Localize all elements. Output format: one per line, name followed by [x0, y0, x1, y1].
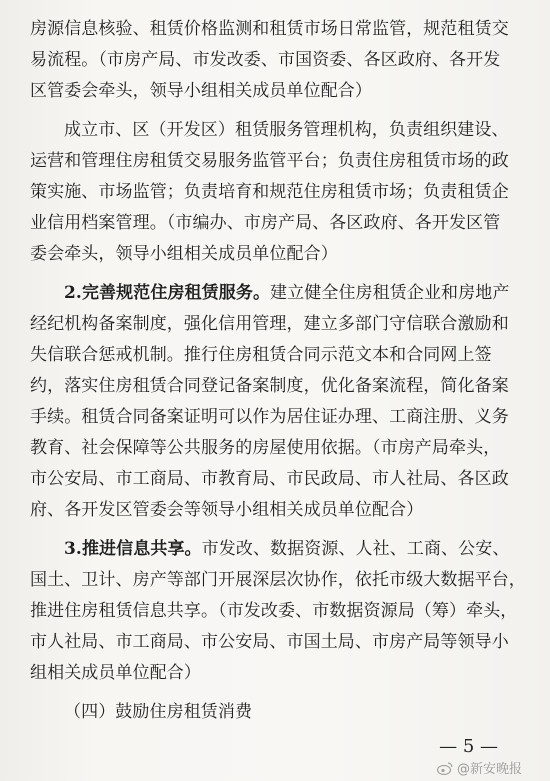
paragraph-start: 成立市、区（开发区）租赁服务管理机构，负责组织建设、	[64, 120, 509, 140]
page-number: — 5 —	[439, 736, 498, 757]
text-line: 国土、卫计、房产等部门开展深层次协作，依托市级大数据平台，	[30, 570, 526, 590]
section-2-heading: 2.完善规范住房租赁服务。	[64, 283, 271, 303]
section-3-text: 市发改、数据资源、人社、工商、公安、	[201, 539, 510, 559]
text-line: 业信用档案管理。（市编办、市房产局、各区政府、各开发区管	[30, 213, 501, 233]
text-line: 市人社局、市工商局、市公安局、市国土局、市房产局等领导小	[30, 632, 509, 652]
watermark	[437, 758, 522, 777]
page-footer	[0, 736, 550, 781]
text-line: 组相关成员单位配合）	[30, 663, 201, 683]
text-line: 教育、社会保障等公共服务的房屋使用依据。（市房产局牵头，	[30, 438, 501, 458]
text-line: 易流程。（市房产局、市发改委、市国资委、各区政府、各开发	[30, 50, 501, 70]
weibo-icon	[437, 761, 453, 775]
section-2-text: 建立健全住房租赁企业和房地产	[270, 283, 510, 303]
text-line: 手续。租赁合同备案证明可以作为居住证办理、工商注册、义务	[30, 407, 509, 427]
text-line: 市公安局、市工商局、市教育局、市民政局、市人社局、各区政	[30, 469, 509, 489]
text-line: 经纪机构备案制度，强化信用管理，建立多部门守信联合激励和	[30, 314, 509, 334]
text-line: 失信联合惩戒机制。推行住房租赁合同示范文本和合同网上签	[30, 345, 492, 365]
text-line: 约，落实住房租赁合同登记备案制度，优化备案流程，简化备案	[30, 376, 509, 396]
document-body	[30, 14, 530, 728]
section-3-heading: 3.推进信息共享。	[64, 539, 202, 559]
section-2-line	[30, 278, 530, 309]
text-line: 推进住房租赁信息共享。（市发改委、市数据资源局（筹）牵头，	[30, 601, 518, 621]
text-line: 运营和管理住房租赁交易服务监管平台；负责住房租赁市场的政	[30, 151, 509, 171]
text-line: 房源信息核验、租赁价格监测和租赁市场日常监管，规范租赁交	[30, 19, 509, 39]
text-line: 府、各开发区管委会等领导小组相关成员单位配合）	[30, 500, 424, 520]
section-3-line	[30, 534, 530, 565]
text-line: 委会牵头，领导小组相关成员单位配合）	[30, 244, 338, 264]
text-line: 区管委会牵头，领导小组相关成员单位配合）	[30, 81, 372, 101]
watermark-text: @新安晚报	[456, 762, 522, 777]
section-4-heading: （四）鼓励住房租赁消费	[64, 702, 253, 722]
text-line: 策实施、市场监管；负责培育和规范住房租赁市场；负责租赁企	[30, 182, 509, 202]
